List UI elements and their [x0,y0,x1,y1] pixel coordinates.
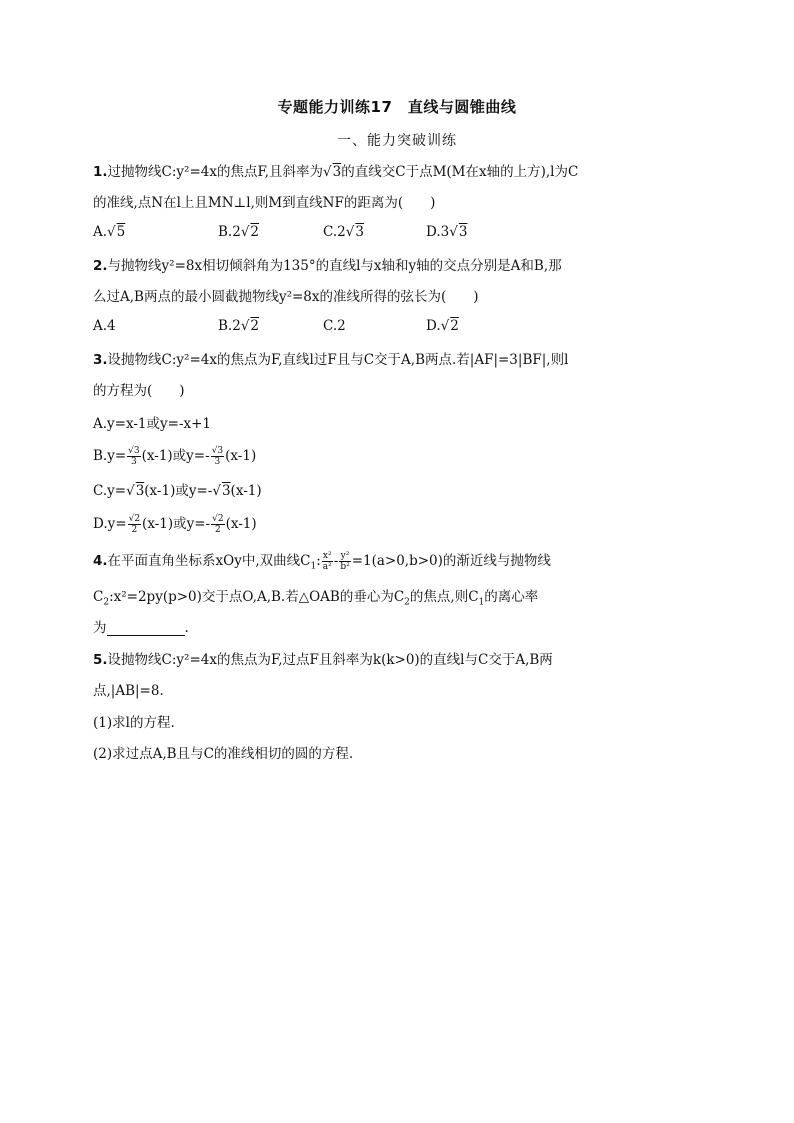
q1-option-b: B.2√2 [218,224,260,240]
q3-option-b: B.y= $\frac{√3}{3}$ (x-1)或y=- $\frac{√3}{3}$ (x-1) [93,446,257,467]
q3-line1: 3.设抛物线C:y²=4x的焦点为F,直线l过F且与C交于A,B两点.若|AF|=3|BF|,则l [93,352,569,368]
page-title: 专题能力训练17 直线与圆锥曲线 [277,98,517,116]
q2-line1: 2.与抛物线y²=8x相切倾斜角为135°的直线l与x轴和y轴的交点分别是A和B,那 [93,258,562,274]
q2-option-b: B.2√2 [218,318,260,334]
q4-line3: 为 . [93,620,189,636]
q5-sub2: (2)求过点A,B且与C的准线相切的圆的方程. [93,746,354,762]
q5-sub1: (1)求l的方程. [93,715,175,731]
q4-line1: 4.在平面直角坐标系xOy中,双曲线$C_1$: $\frac{\text{x²}}{\text{a²}}$ - $\frac{\text{y²}}{\text{b²}}$ =1(a>0,b>0)的渐近线与抛物线 [93,551,551,572]
q2-option-a: A.4 [93,318,116,334]
q2-option-d: D.√2 [426,318,459,334]
q4-line2: $C_2:x^2=2py(p>0)$交于点O,A,B.若△OAB的垂心为$C_2$的焦点,则$C_1$的离心率 [93,589,539,608]
q1-number: 1. [93,164,108,180]
q4-number: 4. [93,553,108,569]
q1-option-c: C.2√3 [323,224,364,240]
q3-option-d: D.y= $\frac{√2}{2}$ (x-1)或y=- $\frac{√2}{2}$ (x-1) [93,514,257,535]
section-heading: 一、能力突破训练 [337,133,457,149]
q5-line1: 5.设抛物线C:y²=4x的焦点为F,过点F且斜率为k(k>0)的直线l与C交于A,B两 [93,652,553,668]
q3-option-a: A.y=x-1或y=-x+1 [93,416,212,432]
q1-line1: 1.过抛物线C:y²=4x的焦点F,且斜率为√3的直线交C于点M(M在x轴的上方),l为C [93,164,579,180]
q2-line2: 么过A,B两点的最小圆截抛物线y²=8x的准线所得的弦长为( ) [93,289,479,305]
q2-number: 2. [93,258,108,274]
answer-blank[interactable] [107,621,185,636]
q5-number: 5. [93,652,108,668]
q5-line2: 点,|AB|=8. [93,683,164,699]
q1-line2: 的准线,点N在l上且MN⊥l,则M到直线NF的距离为( ) [93,195,436,211]
q2-option-c: C.2 [323,318,346,334]
q1-option-a: A.√5 [93,224,126,240]
q3-line2: 的方程为( ) [93,383,185,399]
q3-option-c: C.y=√3(x-1)或y=-√3(x-1) [93,483,262,499]
q1-option-d: D.3√3 [426,224,468,240]
q3-number: 3. [93,352,108,368]
